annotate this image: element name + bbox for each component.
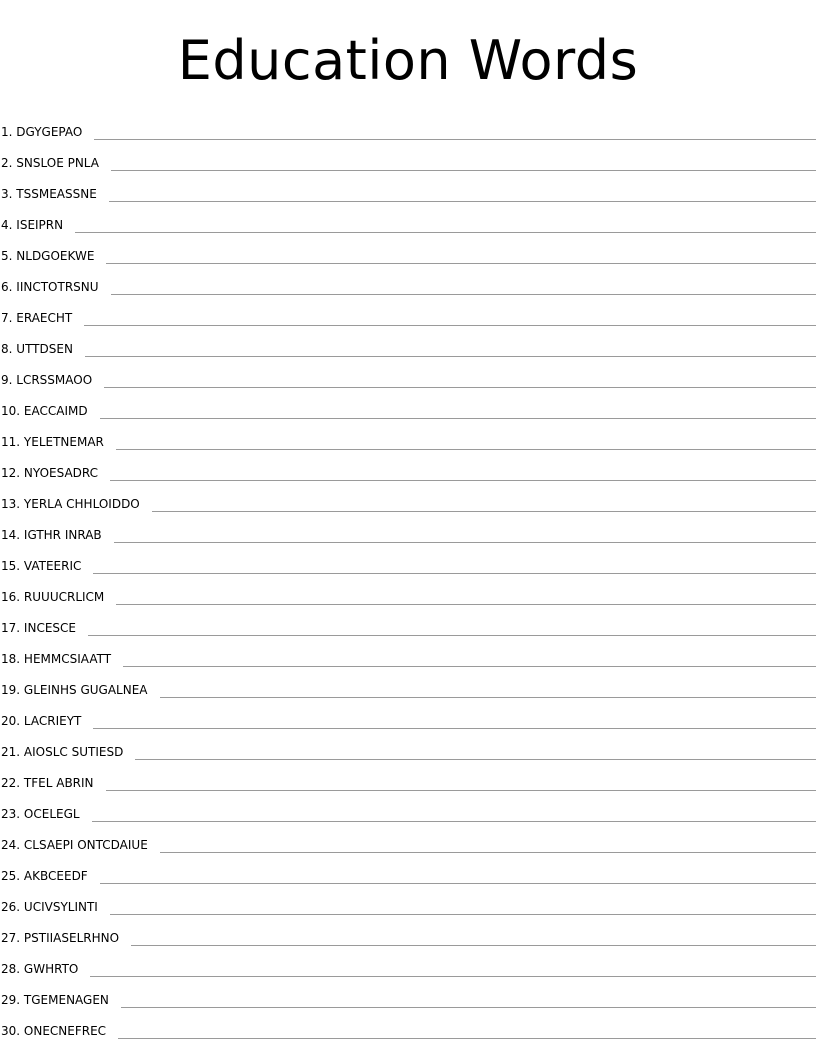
answer-line[interactable] (131, 933, 816, 946)
item-number: 21. (1, 745, 21, 759)
list-item (0, 855, 816, 886)
word-label (0, 744, 123, 760)
answer-line[interactable] (100, 406, 816, 419)
item-number: 10. (1, 404, 21, 418)
word-label (0, 713, 81, 729)
scrambled-word: NLDGOEKWE (16, 249, 95, 263)
word-label (0, 186, 97, 202)
list-item (0, 979, 816, 1010)
word-label (0, 961, 78, 977)
list-item (0, 886, 816, 917)
scrambled-word: AKBCEEDF (23, 869, 88, 883)
answer-line[interactable] (93, 561, 816, 574)
word-label (0, 930, 119, 946)
scrambled-word: TSSMEASSNE (16, 187, 97, 201)
scrambled-word: YERLA CHHLOIDDO (23, 497, 140, 511)
list-item (0, 607, 816, 638)
scrambled-word: SNSLOE PNLA (16, 156, 99, 170)
scrambled-word: DGYGEPAO (16, 125, 83, 139)
item-number: 2. (1, 156, 13, 170)
list-item (0, 204, 816, 235)
word-label (0, 837, 148, 853)
word-label (0, 434, 104, 450)
list-item (0, 762, 816, 793)
item-number: 18. (1, 652, 21, 666)
item-number: 14. (1, 528, 21, 542)
item-number: 26. (1, 900, 21, 914)
answer-line[interactable] (106, 778, 816, 791)
scrambled-word: GLEINHS GUGALNEA (23, 683, 148, 697)
item-number: 4. (1, 218, 13, 232)
word-label (0, 465, 98, 481)
answer-line[interactable] (110, 902, 816, 915)
word-label (0, 651, 111, 667)
answer-line[interactable] (114, 530, 816, 543)
item-number: 8. (1, 342, 13, 356)
item-number: 12. (1, 466, 21, 480)
answer-line[interactable] (106, 251, 816, 264)
word-label (0, 496, 140, 512)
scrambled-word: IGTHR INRAB (23, 528, 102, 542)
word-label (0, 155, 99, 171)
answer-line[interactable] (118, 1026, 816, 1039)
scrambled-word: AIOSLC SUTIESD (23, 745, 124, 759)
answer-line[interactable] (160, 840, 816, 853)
item-number: 27. (1, 931, 21, 945)
word-label (0, 403, 88, 419)
scrambled-word: TGEMENAGEN (23, 993, 109, 1007)
item-number: 17. (1, 621, 21, 635)
item-number: 1. (1, 125, 13, 139)
list-item (0, 1010, 816, 1041)
list-item (0, 421, 816, 452)
scrambled-word: RUUUCRLICM (23, 590, 105, 604)
item-number: 25. (1, 869, 21, 883)
list-item (0, 793, 816, 824)
word-label (0, 868, 88, 884)
list-item (0, 359, 816, 390)
answer-line[interactable] (93, 716, 816, 729)
word-label (0, 217, 63, 233)
answer-line[interactable] (116, 437, 816, 450)
word-label (0, 310, 72, 326)
list-item (0, 514, 816, 545)
scrambled-word: GWHRTO (23, 962, 79, 976)
answer-line[interactable] (152, 499, 816, 512)
item-number: 15. (1, 559, 21, 573)
answer-line[interactable] (100, 871, 816, 884)
scrambled-word: IINCTOTRSNU (16, 280, 99, 294)
answer-line[interactable] (94, 127, 816, 140)
list-item (0, 173, 816, 204)
scrambled-word: UCIVSYLINTI (23, 900, 98, 914)
answer-line[interactable] (85, 344, 816, 357)
scrambled-word: LCRSSMAOO (16, 373, 93, 387)
item-number: 5. (1, 249, 13, 263)
list-item (0, 700, 816, 731)
scrambled-word: VATEERIC (23, 559, 82, 573)
item-number: 13. (1, 497, 21, 511)
item-number: 20. (1, 714, 21, 728)
scrambled-word: ISEIPRN (16, 218, 64, 232)
scrambled-word: NYOESADRC (23, 466, 99, 480)
answer-line[interactable] (121, 995, 816, 1008)
item-number: 28. (1, 962, 21, 976)
item-number: 11. (1, 435, 21, 449)
word-label (0, 682, 148, 698)
list-item (0, 328, 816, 359)
item-number: 22. (1, 776, 21, 790)
scrambled-word: PSTIIASELRHNO (23, 931, 120, 945)
word-label (0, 992, 109, 1008)
word-label (0, 558, 81, 574)
list-item (0, 917, 816, 948)
list-item (0, 235, 816, 266)
item-number: 16. (1, 590, 21, 604)
answer-line[interactable] (160, 685, 816, 698)
scrambled-word: EACCAIMD (23, 404, 88, 418)
scrambled-word: CLSAEPI ONTCDAIUE (23, 838, 148, 852)
item-number: 7. (1, 311, 13, 325)
answer-line[interactable] (88, 623, 816, 636)
scrambled-word: TFEL ABRIN (23, 776, 94, 790)
item-number: 9. (1, 373, 13, 387)
item-number: 30. (1, 1024, 21, 1038)
page-title: Education Words (177, 29, 639, 92)
answer-line[interactable] (111, 282, 816, 295)
word-label (0, 620, 76, 636)
list-item (0, 483, 816, 514)
word-list (0, 111, 816, 1041)
word-label (0, 248, 94, 264)
list-item (0, 669, 816, 700)
scrambled-word: YELETNEMAR (23, 435, 104, 449)
list-item (0, 390, 816, 421)
scrambled-word: UTTDSEN (16, 342, 73, 356)
answer-line[interactable] (90, 964, 816, 977)
list-item (0, 452, 816, 483)
answer-line[interactable] (84, 313, 816, 326)
scrambled-word: HEMMCSIAATT (23, 652, 112, 666)
answer-line[interactable] (116, 592, 816, 605)
item-number: 29. (1, 993, 21, 1007)
word-label (0, 589, 104, 605)
word-label (0, 124, 82, 140)
list-item (0, 576, 816, 607)
word-label (0, 279, 99, 295)
answer-line[interactable] (135, 747, 816, 760)
scrambled-word: ERAECHT (16, 311, 73, 325)
answer-line[interactable] (110, 468, 816, 481)
item-number: 3. (1, 187, 13, 201)
scrambled-word: INCESCE (23, 621, 76, 635)
list-item (0, 545, 816, 576)
item-number: 24. (1, 838, 21, 852)
answer-line[interactable] (75, 220, 816, 233)
answer-line[interactable] (111, 158, 816, 171)
word-label (0, 899, 98, 915)
list-item (0, 948, 816, 979)
word-label (0, 775, 94, 791)
list-item (0, 297, 816, 328)
answer-line[interactable] (109, 189, 816, 202)
item-number: 6. (1, 280, 13, 294)
list-item (0, 824, 816, 855)
item-number: 19. (1, 683, 21, 697)
word-label (0, 372, 92, 388)
list-item (0, 111, 816, 142)
word-label (0, 527, 102, 543)
scrambled-word: OCELEGL (23, 807, 80, 821)
scrambled-word: LACRIEYT (23, 714, 82, 728)
word-label (0, 806, 80, 822)
answer-line[interactable] (104, 375, 816, 388)
list-item (0, 731, 816, 762)
answer-line[interactable] (92, 809, 816, 822)
word-label (0, 1023, 106, 1039)
item-number: 23. (1, 807, 21, 821)
list-item (0, 638, 816, 669)
list-item (0, 266, 816, 297)
answer-line[interactable] (123, 654, 816, 667)
list-item (0, 142, 816, 173)
word-label (0, 341, 73, 357)
scrambled-word: ONECNEFREC (23, 1024, 107, 1038)
